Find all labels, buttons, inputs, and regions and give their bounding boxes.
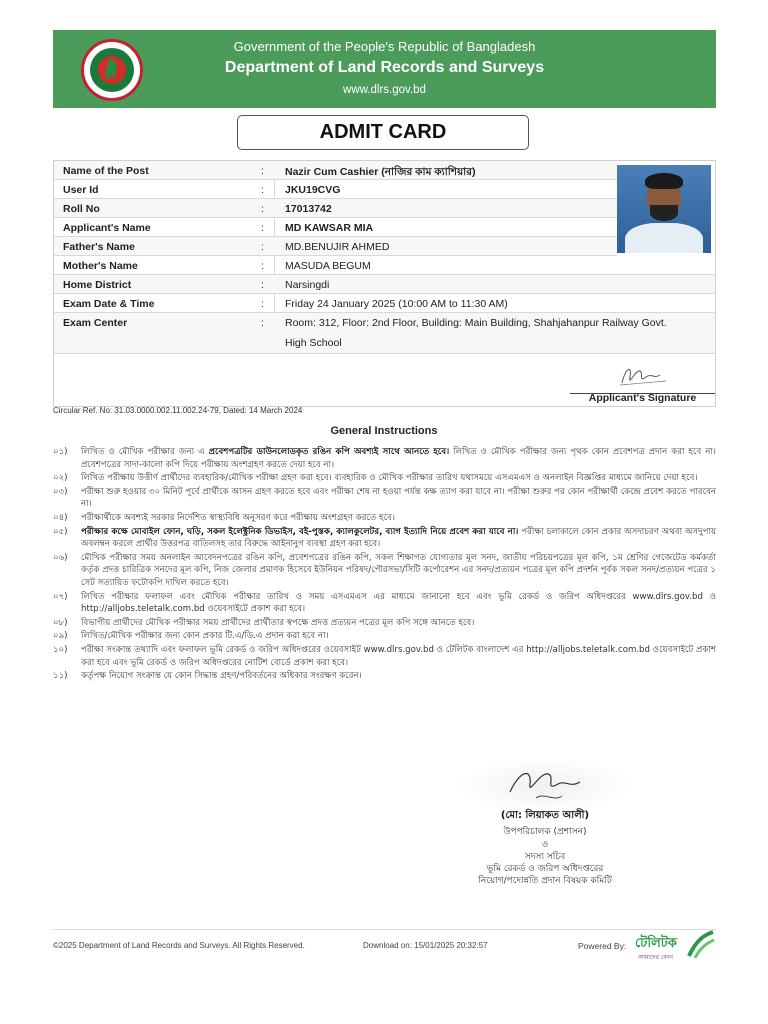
info-row-exam-center: Exam Center : Room: 312, Floor: 2nd Floor, Building: Main Building, Shahjahanpur Railway Govt. High School xyxy=(54,313,715,354)
info-label: Applicant's Name xyxy=(63,222,151,234)
info-label: Home District xyxy=(63,279,132,291)
instruction-item: ১১) কর্তৃপক্ষ নিয়োগ সংক্রান্ত যে কোন সিদ্ধান্ত গ্রহণ/পরিবর্তনের অধিকার সংরক্ষণ করেন। xyxy=(53,671,362,682)
info-label: Mother's Name xyxy=(63,260,138,272)
instruction-item: ০৯) লিখিত/মৌখিক পরীক্ষার জন্য কোন প্রকার টি.এ/ডি.এ প্রদান করা হবে না। xyxy=(53,631,329,642)
info-value: JKU19CVG xyxy=(285,184,341,196)
info-label: User Id xyxy=(63,184,99,196)
authority-member: সদস্য সচিব xyxy=(524,852,566,862)
info-value: 17013742 xyxy=(285,203,332,215)
department-title: Department of Land Records and Surveys xyxy=(224,59,545,76)
info-value-cont: High School xyxy=(285,337,342,349)
info-value: Room: 312, Floor: 2nd Floor, Building: Main Building, Shahjahanpur Railway Govt. xyxy=(285,317,667,329)
instruction-item: ০৬) মৌখিক পরীক্ষার সময় অনলাইন আবেদনপত্রের রঙিন কপি, প্রবেশপত্রের রঙিন কপি, সকল শিক্ষাগত যোগ্যতার মূল সনদ, জাতীয় পরিচয়পত্রের মূল কপি, ১ম শ্রেণির গেজেটেড কর্মকর্তা কর্তৃক প্রদত্ত চারিত্রিক সনদের মূল কপি, নিজ জেলার প্রমাণক হিসেবে ইউনিয়ন পরিষদ/পৌরসভা/সিটি কর্পোরেশন এর সনদ/প্রত্যয়ন পত্রের মূল কপি প্রদর্শন পূর্বক সকল সনদ/প্রত্যয়ন পত্রের ১ সেট সত্যায়িত ফটোকপি দাখিল করতে হবে। xyxy=(53,552,716,588)
authority-signature-icon xyxy=(500,762,590,806)
info-row-district: Home District : Narsingdi xyxy=(54,275,715,294)
authority-signature-block: (মো: লিয়াকত আলী) উপপরিচালক (প্রশাসন) ও সদস্য সচিব ভূমি রেকর্ড ও জরিপ অধিদপ্তরের নিয়োগ/পদোন্নতি প্রদান বিষয়ক কমিটি xyxy=(450,758,640,890)
info-value: MD KAWSAR MIA xyxy=(285,222,374,234)
instruction-item: ০৩) পরীক্ষা শুরু হওয়ার ৩০ মিনিট পূর্বে প্রার্থীকে আসন গ্রহণ করতে হবে এবং পরীক্ষা শেষ না হওয়া পর্যন্ত কক্ষ ত্যাগ করা যাবে না। পরীক্ষা শুরুর পর কোন পরীক্ষার্থী কেন্দ্রে প্রবেশ করতে পারবেন না। xyxy=(53,486,716,510)
info-label: Exam Center xyxy=(63,317,128,329)
instructions-list xyxy=(53,446,716,684)
authority-designation: উপপরিচালক (প্রশাসন) xyxy=(503,827,587,837)
signature-label: Applicant's Signature xyxy=(588,392,697,404)
teletalk-logo-icon: টেলিটক আমাদের ফোন xyxy=(635,928,715,966)
instruction-item: ০৪) পরীক্ষার্থীকে অবশ্যই সরকার নির্দেশিত স্বাস্থ্যবিধি অনুসরণ করে পরীক্ষায় অংশগ্রহণ করতে হবে। xyxy=(53,512,395,523)
instruction-item: ১০) পরীক্ষা সংক্রান্ত তথ্যাদি এবং ফলাফল ভূমি রেকর্ড ও জরিপ অধিদপ্তরের ওয়েবসাইট www.dlrs.gov.bd ও টেলিটক বাংলাদেশ এর http://alljobs.teletalk.com.bd ওয়েবসাইটে প্রকাশ করা হবে এবং ভূমি রেকর্ড ও জরিপ অধিদপ্তরের নোটিশ বোর্ডে প্রকাশ করা হবে। xyxy=(53,644,716,668)
info-value: Narsingdi xyxy=(285,279,330,291)
powered-by-label: Powered By: xyxy=(578,941,627,951)
info-label: Exam Date & Time xyxy=(63,298,155,310)
applicant-photo xyxy=(617,165,711,253)
info-value: MASUDA BEGUM xyxy=(285,260,371,272)
info-row-name: Applicant's Name : MD KAWSAR MIA xyxy=(54,218,617,237)
circular-reference: Circular Ref. No: 31.03.0000.002.11.002.24-79, Dated: 14 March 2024 xyxy=(53,406,303,415)
admit-card-title: ADMIT CARD xyxy=(237,115,529,150)
instruction-item: ০৮) বিভাগীয় প্রার্থীদের মৌখিক পরীক্ষার সময় প্রার্থীদের প্রার্থীতার স্বপক্ষে প্রদত্ত প্রত্যয়ন পত্রের মূল কপি সঙ্গে আনতে হবে। xyxy=(53,617,475,628)
info-row-father: Father's Name : MD.BENUJIR AHMED xyxy=(54,237,617,256)
info-row-mother: Mother's Name : MASUDA BEGUM xyxy=(54,256,715,275)
info-row-exam-date: Exam Date & Time : Friday 24 January 2025 (10:00 AM to 11:30 AM) xyxy=(54,294,715,313)
info-value: MD.BENUJIR AHMED xyxy=(285,241,390,253)
instruction-item: ০৭) লিখিত পরীক্ষার ফলাফল এবং মৌখিক পরীক্ষার তারিখ ও সময় এসএমএস এর মাধ্যমে জানানো হবে এবং ভূমি রেকর্ড ও জরিপ অধিদপ্তরের www.dlrs.gov.bd ও http://alljobs.teletalk.com.bd ওয়েবসাইটে প্রকাশ করা হবে। xyxy=(53,591,716,615)
info-row-roll: Roll No : 17013742 xyxy=(54,199,617,218)
instruction-item: ০১) লিখিত ও মৌখিক পরীক্ষার জন্য এ প্রবেশপত্রটির ডাউনলোডকৃত রঙিন কপি অবশ্যই সাথে আনতে হবে। লিখিত ও মৌখিক পরীক্ষার জন্য পৃথক কোন প্রবেশপত্র প্রদান করা হবে না। প্রবেশপত্রের সাদা-কালো কপি দিয়ে পরীক্ষায় অংশগ্রহণ করতে দেয়া হবে না। xyxy=(53,447,716,470)
info-label: Roll No xyxy=(63,203,100,215)
authority-dept: ভূমি রেকর্ড ও জরিপ অধিদপ্তরের xyxy=(486,864,604,874)
copyright-text: ©2025 Department of Land Records and Surveys. All Rights Reserved. xyxy=(53,941,305,950)
download-timestamp: Download on: 15/01/2025 20:32:57 xyxy=(363,941,488,950)
website-url: www.dlrs.gov.bd xyxy=(343,84,426,96)
info-label: Name of the Post xyxy=(63,165,149,177)
info-value: Nazir Cum Cashier (নাজির কাম ক্যাশিয়ার) xyxy=(285,166,476,178)
instruction-item: ০৫) পরীক্ষার কক্ষে মোবাইল ফোন, ঘড়ি, সকল ইলেক্ট্রনিক ডিভাইস, বই-পুস্তক, ক্যালকুলেটর, ব্যাগ ইত্যাদি নিয়ে প্রবেশ করা যাবে না। পরীক্ষা চলাকালে কোন প্রকার অসদাচরণ অথবা অসদুপায় অবলম্বন করলে প্রার্থীর উত্তরপত্র বাতিলসহ তার বিরুদ্ধে আইনানুগ ব্যবস্থা গ্রহণ করা হবে। xyxy=(53,526,717,550)
info-value: Friday 24 January 2025 (10:00 AM to 11:30 AM) xyxy=(285,298,508,310)
authority-name: (মো: লিয়াকত আলী) xyxy=(500,810,590,821)
applicant-info-table xyxy=(53,160,716,407)
applicant-signature xyxy=(570,357,715,397)
info-row-post: Name of the Post : Nazir Cum Cashier (নাজির কাম ক্যাশিয়ার) xyxy=(54,161,617,180)
authority-committee: নিয়োগ/পদোন্নতি প্রদান বিষয়ক কমিটি xyxy=(478,876,612,886)
signature-scribble-icon xyxy=(570,357,715,393)
instructions-title: General Instructions xyxy=(330,425,438,437)
info-label: Father's Name xyxy=(63,241,135,253)
instruction-item: ০২) লিখিত পরীক্ষায় উত্তীর্ণ প্রার্থীদের ব্যবহারিক/মৌখিক পরীক্ষা গ্রহণ করা হবে। ব্যবহারিক ও মৌখিক পরীক্ষার তারিখ যথাসময়ে এসএমএস ও অনলাইন বিজ্ঞপ্তির মাধ্যমে জানিয়ে দেয়া হবে। xyxy=(53,473,698,484)
info-row-userid: User Id : JKU19CVG xyxy=(54,180,617,199)
government-title: Government of the People's Republic of Bangladesh xyxy=(233,39,536,54)
header-banner xyxy=(53,30,716,108)
